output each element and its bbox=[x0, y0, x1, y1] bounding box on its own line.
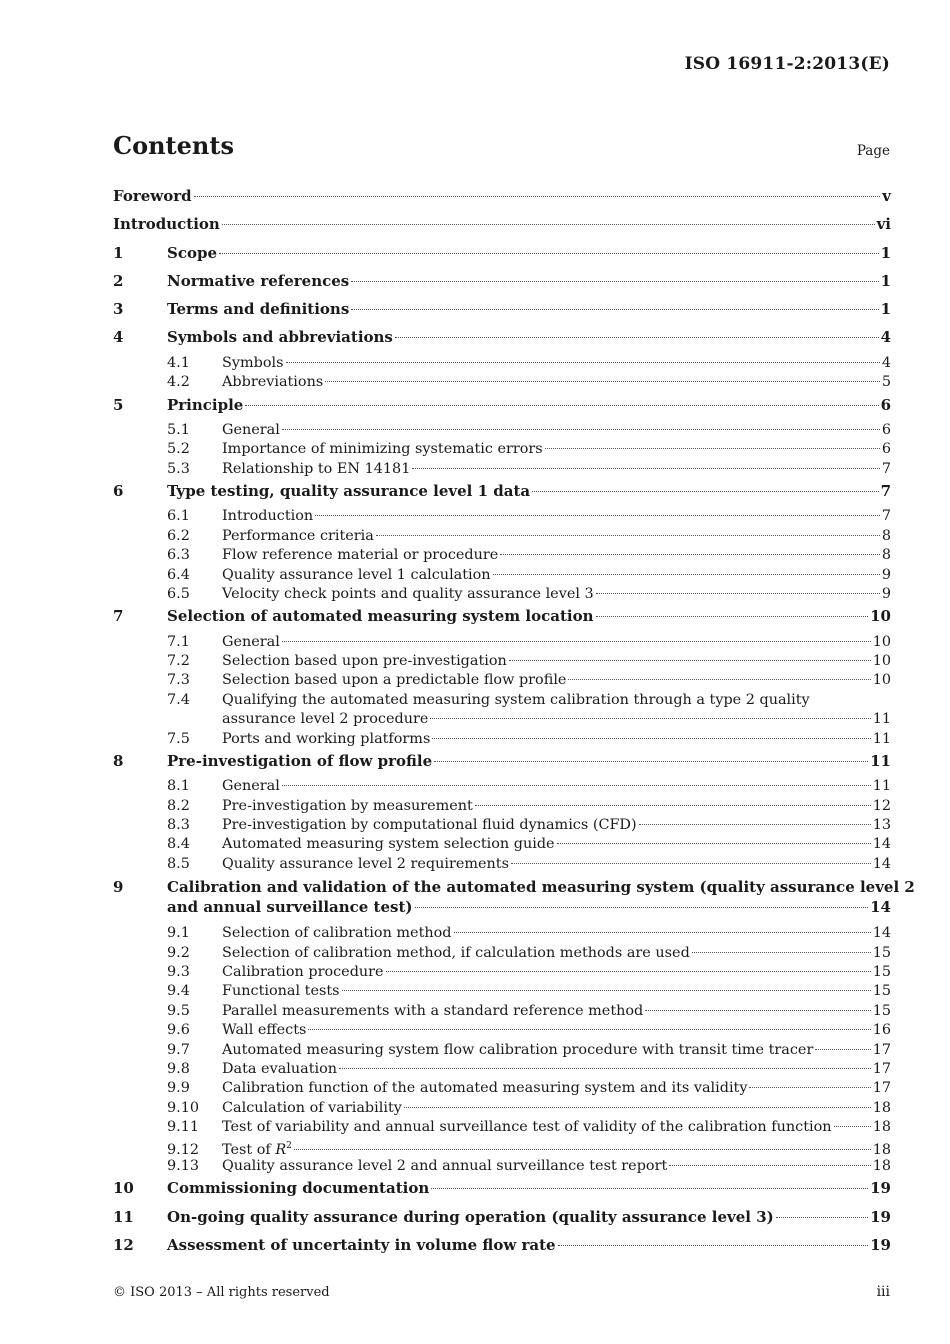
toc-entry-page: 4 bbox=[881, 354, 891, 371]
toc-entry-title: Terms and definitions bbox=[167, 300, 350, 319]
toc-entry-title: Qualifying the automated measuring system calibration through a type 2 quality bbox=[222, 691, 810, 708]
toc-entry-number: 7.1 bbox=[167, 633, 190, 650]
toc-clause-entry[interactable] bbox=[113, 269, 891, 297]
toc-entry-number: 6 bbox=[113, 482, 124, 501]
toc-subclause-entry[interactable] bbox=[113, 633, 891, 652]
toc-entry-title: Abbreviations bbox=[222, 374, 324, 391]
toc-entry-title: Selection of automated measuring system location bbox=[167, 607, 594, 626]
toc-entry-page: 17 bbox=[872, 1080, 891, 1097]
toc-entry-number: 3 bbox=[113, 300, 124, 319]
toc-entry-title: Assessment of uncertainty in volume flow rate bbox=[167, 1235, 556, 1254]
dot-leader bbox=[294, 1149, 871, 1150]
toc-entry-page: 19 bbox=[870, 1235, 891, 1254]
dot-leader bbox=[558, 1245, 869, 1246]
toc-entry-number: 11 bbox=[113, 1207, 134, 1226]
toc-entry-title: Scope bbox=[167, 243, 218, 262]
toc-subclause-entry[interactable] bbox=[113, 440, 891, 459]
toc-entry-page: 10 bbox=[870, 607, 891, 626]
toc-clause-entry[interactable] bbox=[113, 297, 891, 325]
toc-entry-title: Pre-investigation of flow profile bbox=[167, 751, 433, 770]
toc-entry-number: 8.4 bbox=[167, 836, 190, 853]
toc-entry-number: 10 bbox=[113, 1179, 134, 1198]
toc-subclause-entry[interactable] bbox=[113, 982, 891, 1001]
toc-entry-page: 8 bbox=[881, 547, 891, 564]
dot-leader bbox=[194, 196, 881, 197]
toc-entry-number: 6.4 bbox=[167, 566, 190, 583]
toc-entry-number: 9.6 bbox=[167, 1022, 190, 1039]
dot-leader bbox=[776, 1217, 868, 1218]
toc-entry-page: 7 bbox=[881, 460, 891, 477]
toc-entry-page: 16 bbox=[872, 1022, 891, 1039]
standard-code: ISO 16911-2:2013(E) bbox=[684, 54, 890, 74]
dot-leader bbox=[645, 1010, 870, 1011]
toc-entry-title: Selection based upon pre-investigation bbox=[222, 652, 507, 669]
toc-entry-page: v bbox=[882, 187, 891, 205]
toc-entry-page: 15 bbox=[872, 963, 891, 980]
copyright-notice: © ISO 2013 – All rights reserved bbox=[113, 1285, 330, 1300]
table-of-contents bbox=[113, 184, 915, 1261]
toc-entry-number: 2 bbox=[113, 271, 124, 290]
dot-leader bbox=[493, 574, 880, 575]
dot-leader bbox=[432, 738, 870, 739]
toc-entry-number: 8 bbox=[113, 751, 124, 770]
toc-entry-number: 5.3 bbox=[167, 460, 190, 477]
toc-entry-title: Flow reference material or procedure bbox=[222, 547, 499, 564]
toc-entry-page: 18 bbox=[872, 1119, 891, 1136]
dot-leader bbox=[245, 405, 878, 406]
toc-entry-number: 8.3 bbox=[167, 817, 190, 834]
toc-clause-entry[interactable] bbox=[113, 393, 891, 421]
toc-entry-page: 11 bbox=[872, 730, 891, 747]
toc-entry-page: 18 bbox=[872, 1142, 891, 1159]
toc-entry-number: 8.2 bbox=[167, 797, 190, 814]
toc-entry-title: Quality assurance level 2 and annual surveillance test report bbox=[222, 1157, 668, 1174]
toc-entry-page: 15 bbox=[872, 1002, 891, 1019]
toc-entry-number: 6.5 bbox=[167, 585, 190, 602]
toc-entry-number: 7.3 bbox=[167, 672, 190, 689]
toc-clause-entry[interactable] bbox=[113, 479, 891, 507]
toc-entry-number: 4.2 bbox=[167, 374, 190, 391]
toc-entry-number: 5.1 bbox=[167, 421, 190, 438]
toc-entry-title: Importance of minimizing systematic errors bbox=[222, 441, 543, 458]
toc-entry-page: 7 bbox=[880, 482, 891, 501]
toc-entry-title: Selection of calibration method, if calculation methods are used bbox=[222, 944, 690, 961]
dot-leader bbox=[545, 448, 880, 449]
toc-entry-page: 6 bbox=[880, 395, 891, 414]
toc-entry-number: 5.2 bbox=[167, 441, 190, 458]
toc-entry-page: 9 bbox=[881, 585, 891, 602]
toc-subclause-entry[interactable] bbox=[113, 421, 891, 440]
toc-entry-title: Symbols and abbreviations bbox=[167, 328, 393, 347]
dot-leader bbox=[282, 785, 871, 786]
page-column-label: Page bbox=[856, 143, 890, 159]
toc-clause-entry[interactable] bbox=[113, 325, 891, 353]
toc-entry-number: 9.8 bbox=[167, 1060, 190, 1077]
toc-subclause-entry[interactable] bbox=[113, 354, 891, 373]
toc-entry-title-continued: and annual surveillance test) bbox=[167, 897, 413, 916]
toc-entry-page: 17 bbox=[872, 1060, 891, 1077]
toc-entry-number: 1 bbox=[113, 243, 124, 262]
toc-subclause-entry[interactable] bbox=[113, 924, 891, 943]
toc-subclause-entry[interactable] bbox=[113, 671, 891, 690]
toc-entry-title: Introduction bbox=[222, 508, 314, 525]
dot-leader bbox=[475, 805, 871, 806]
toc-subclause-entry[interactable] bbox=[113, 1060, 891, 1079]
toc-entry-page: 4 bbox=[880, 328, 891, 347]
page-title: Contents bbox=[113, 131, 234, 160]
toc-subclause-entry[interactable] bbox=[113, 460, 891, 479]
toc-subclause-entry[interactable] bbox=[113, 944, 891, 963]
toc-entry-page: 19 bbox=[870, 1207, 891, 1226]
toc-entry-page: 18 bbox=[872, 1157, 891, 1174]
toc-entry-page: 8 bbox=[881, 527, 891, 544]
toc-entry-number: 9.9 bbox=[167, 1080, 190, 1097]
toc-entry-title: Pre-investigation by measurement bbox=[222, 797, 473, 814]
toc-entry-number: 6.1 bbox=[167, 508, 190, 525]
toc-entry-title: Wall effects bbox=[222, 1022, 307, 1039]
toc-entry-title: Calculation of variability bbox=[222, 1099, 402, 1116]
toc-entry-number: 5 bbox=[113, 395, 124, 414]
dot-leader bbox=[342, 990, 871, 991]
toc-clause-entry[interactable] bbox=[113, 1205, 891, 1233]
toc-entry-title: Principle bbox=[167, 395, 244, 414]
dot-leader bbox=[568, 679, 870, 680]
dot-leader bbox=[454, 932, 871, 933]
toc-entry-title: Calibration procedure bbox=[222, 963, 384, 980]
dot-leader bbox=[692, 952, 871, 953]
dot-leader bbox=[639, 824, 871, 825]
toc-entry-number: 9.13 bbox=[167, 1157, 200, 1174]
toc-entry-page: 1 bbox=[880, 271, 891, 290]
toc-entry-page: 10 bbox=[872, 672, 891, 689]
toc-entry-title: Relationship to EN 14181 bbox=[222, 460, 411, 477]
toc-entry-title: General bbox=[222, 778, 280, 795]
toc-subclause-entry[interactable] bbox=[113, 585, 891, 604]
dot-leader bbox=[339, 1068, 871, 1069]
dot-leader bbox=[219, 253, 879, 254]
dot-leader bbox=[395, 337, 879, 338]
toc-entry-number: 7.4 bbox=[167, 691, 190, 708]
toc-clause-entry[interactable] bbox=[113, 1176, 891, 1204]
dot-leader bbox=[286, 362, 880, 363]
toc-entry-page: 1 bbox=[880, 300, 891, 319]
toc-entry-page: 14 bbox=[872, 855, 891, 872]
dot-leader bbox=[415, 907, 869, 908]
page-number: iii bbox=[876, 1284, 890, 1300]
toc-subclause-entry[interactable] bbox=[113, 797, 891, 816]
toc-entry-title: Test of variability and annual surveillance test of validity of the calibration function bbox=[222, 1119, 832, 1136]
toc-subclause-entry[interactable] bbox=[113, 835, 891, 854]
dot-leader bbox=[596, 616, 869, 617]
toc-entry-page: 10 bbox=[872, 652, 891, 669]
toc-entry-title: Normative references bbox=[167, 271, 350, 290]
toc-entry-number: 9.4 bbox=[167, 983, 190, 1000]
toc-subclause-entry[interactable] bbox=[113, 1099, 891, 1118]
toc-entry-page: 14 bbox=[872, 836, 891, 853]
toc-entry-title: Quality assurance level 1 calculation bbox=[222, 566, 491, 583]
toc-entry-page: 15 bbox=[872, 944, 891, 961]
toc-entry-number: 8.5 bbox=[167, 855, 190, 872]
toc-subclause-entry[interactable] bbox=[113, 730, 891, 749]
dot-leader bbox=[376, 535, 880, 536]
toc-entry-number: 9.10 bbox=[167, 1099, 200, 1116]
toc-entry-title: Automated measuring system selection guide bbox=[222, 836, 555, 853]
toc-entry-number: 9.7 bbox=[167, 1041, 190, 1058]
toc-entry-title-continued: assurance level 2 procedure bbox=[222, 710, 429, 727]
toc-subclause-entry[interactable] bbox=[113, 527, 891, 546]
toc-entry-page: 11 bbox=[872, 778, 891, 795]
toc-clause-entry[interactable] bbox=[113, 874, 915, 924]
toc-entry-title: Functional tests bbox=[222, 983, 340, 1000]
toc-subclause-entry[interactable] bbox=[113, 691, 891, 730]
toc-entry-number: 7.2 bbox=[167, 652, 190, 669]
toc-entry-page: 6 bbox=[881, 421, 891, 438]
toc-entry-number: 9.2 bbox=[167, 944, 190, 961]
toc-subclause-entry[interactable] bbox=[113, 1118, 891, 1137]
dot-leader bbox=[749, 1087, 870, 1088]
toc-clause-entry[interactable] bbox=[113, 749, 891, 777]
toc-entry-number: 9 bbox=[113, 878, 124, 897]
dot-leader bbox=[325, 381, 880, 382]
toc-entry-title: General bbox=[222, 633, 280, 650]
toc-subclause-entry[interactable] bbox=[113, 1157, 891, 1176]
toc-clause-entry[interactable] bbox=[113, 241, 891, 269]
toc-subclause-entry[interactable] bbox=[113, 652, 891, 671]
toc-entry-number: 8.1 bbox=[167, 778, 190, 795]
dot-leader bbox=[308, 1029, 870, 1030]
toc-entry-title: Calibration and validation of the automated measuring system (quality assurance level 2 bbox=[167, 878, 915, 897]
toc-entry-number: 4 bbox=[113, 328, 124, 347]
dot-leader bbox=[222, 224, 875, 225]
toc-entry-title: On-going quality assurance during operation (quality assurance level 3) bbox=[167, 1207, 774, 1226]
toc-subclause-entry[interactable] bbox=[113, 373, 891, 392]
toc-entry-title: Foreword bbox=[113, 187, 192, 205]
toc-entry-number: 12 bbox=[113, 1235, 134, 1254]
toc-entry-title: Data evaluation bbox=[222, 1060, 338, 1077]
toc-subclause-entry[interactable] bbox=[113, 546, 891, 565]
dot-leader bbox=[557, 843, 871, 844]
toc-entry-page: 7 bbox=[881, 508, 891, 525]
toc-entry-number: 9.11 bbox=[167, 1119, 200, 1136]
toc-subclause-entry[interactable] bbox=[113, 855, 891, 874]
toc-entry-title: Selection based upon a predictable flow profile bbox=[222, 672, 567, 689]
dot-leader bbox=[834, 1126, 871, 1127]
toc-entry-title: Introduction bbox=[113, 215, 220, 234]
dot-leader bbox=[532, 491, 878, 492]
toc-entry-number: 6.2 bbox=[167, 527, 190, 544]
dot-leader bbox=[434, 761, 868, 762]
dot-leader bbox=[315, 515, 880, 516]
toc-entry-number: 9.5 bbox=[167, 1002, 190, 1019]
toc-entry-number: 7 bbox=[113, 607, 124, 626]
toc-entry-title: General bbox=[222, 421, 280, 438]
toc-entry-page: 15 bbox=[872, 983, 891, 1000]
toc-entry-page: 1 bbox=[880, 243, 891, 262]
toc-entry-page: 17 bbox=[872, 1041, 891, 1058]
toc-entry-number: 9.12 bbox=[167, 1142, 200, 1159]
dot-leader bbox=[351, 281, 878, 282]
dot-leader bbox=[430, 718, 870, 719]
toc-clause-entry[interactable] bbox=[113, 212, 891, 240]
toc-entry-title: Calibration function of the automated measuring system and its validity bbox=[222, 1080, 748, 1097]
toc-clause-entry[interactable] bbox=[113, 1233, 891, 1261]
toc-entry-number: 4.1 bbox=[167, 354, 190, 371]
toc-clause-entry[interactable] bbox=[113, 184, 891, 212]
toc-entry-title: Symbols bbox=[222, 354, 284, 371]
toc-entry-title: Selection of calibration method bbox=[222, 925, 452, 942]
toc-entry-title: Quality assurance level 2 requirements bbox=[222, 855, 509, 872]
dot-leader bbox=[404, 1107, 871, 1108]
toc-entry-page: 18 bbox=[872, 1099, 891, 1116]
dot-leader bbox=[282, 429, 880, 430]
toc-entry-number: 7.5 bbox=[167, 730, 190, 747]
dot-leader bbox=[500, 554, 880, 555]
toc-subclause-entry[interactable] bbox=[113, 777, 891, 796]
toc-entry-number: 9.1 bbox=[167, 925, 190, 942]
dot-leader bbox=[669, 1165, 870, 1166]
toc-entry-title: Commissioning documentation bbox=[167, 1179, 430, 1198]
dot-leader bbox=[351, 309, 878, 310]
toc-entry-title-superscript: 2 bbox=[286, 1141, 292, 1152]
toc-entry-title: Type testing, quality assurance level 1 data bbox=[167, 482, 531, 501]
toc-entry-page: 10 bbox=[872, 633, 891, 650]
toc-entry-title: Parallel measurements with a standard reference method bbox=[222, 1002, 644, 1019]
toc-subclause-entry[interactable] bbox=[113, 816, 891, 835]
dot-leader bbox=[815, 1049, 870, 1050]
toc-entry-page: 13 bbox=[872, 817, 891, 834]
toc-entry-title: Automated measuring system flow calibration procedure with transit time tracer bbox=[222, 1041, 814, 1058]
dot-leader bbox=[431, 1188, 868, 1189]
toc-entry-title-variable: R bbox=[275, 1142, 287, 1159]
toc-subclause-entry[interactable] bbox=[113, 1021, 891, 1040]
dot-leader bbox=[511, 863, 871, 864]
toc-entry-page: 19 bbox=[870, 1179, 891, 1198]
toc-subclause-entry[interactable] bbox=[113, 1041, 891, 1060]
dot-leader bbox=[282, 641, 871, 642]
toc-entry-title: Performance criteria bbox=[222, 527, 374, 544]
toc-subclause-entry[interactable] bbox=[113, 507, 891, 526]
dot-leader bbox=[412, 468, 879, 469]
toc-entry-number: 9.3 bbox=[167, 963, 190, 980]
toc-entry-page: vi bbox=[876, 215, 891, 234]
toc-entry-page: 6 bbox=[881, 441, 891, 458]
toc-subclause-entry[interactable] bbox=[113, 1079, 891, 1098]
dot-leader bbox=[386, 971, 871, 972]
dot-leader bbox=[596, 593, 880, 594]
toc-subclause-entry[interactable] bbox=[113, 566, 891, 585]
toc-entry-page: 9 bbox=[881, 566, 891, 583]
toc-entry-title: Velocity check points and quality assurance level 3 bbox=[222, 585, 594, 602]
toc-entry-title: Ports and working platforms bbox=[222, 730, 431, 747]
dot-leader bbox=[509, 660, 871, 661]
toc-entry-page: 11 bbox=[870, 751, 891, 770]
toc-subclause-entry[interactable] bbox=[113, 1137, 891, 1159]
toc-entry-page: 14 bbox=[870, 897, 891, 916]
toc-entry-title-text: Test of bbox=[222, 1142, 276, 1159]
toc-entry-number: 6.3 bbox=[167, 547, 190, 564]
toc-subclause-entry[interactable] bbox=[113, 1002, 891, 1021]
toc-entry-page: 14 bbox=[872, 925, 891, 942]
toc-entry-page: 12 bbox=[872, 797, 891, 814]
toc-entry-title: Pre-investigation by computational fluid dynamics (CFD) bbox=[222, 817, 637, 834]
toc-entry-page: 11 bbox=[872, 710, 891, 727]
toc-clause-entry[interactable] bbox=[113, 604, 891, 632]
toc-subclause-entry[interactable] bbox=[113, 963, 891, 982]
toc-entry-page: 5 bbox=[881, 374, 891, 391]
